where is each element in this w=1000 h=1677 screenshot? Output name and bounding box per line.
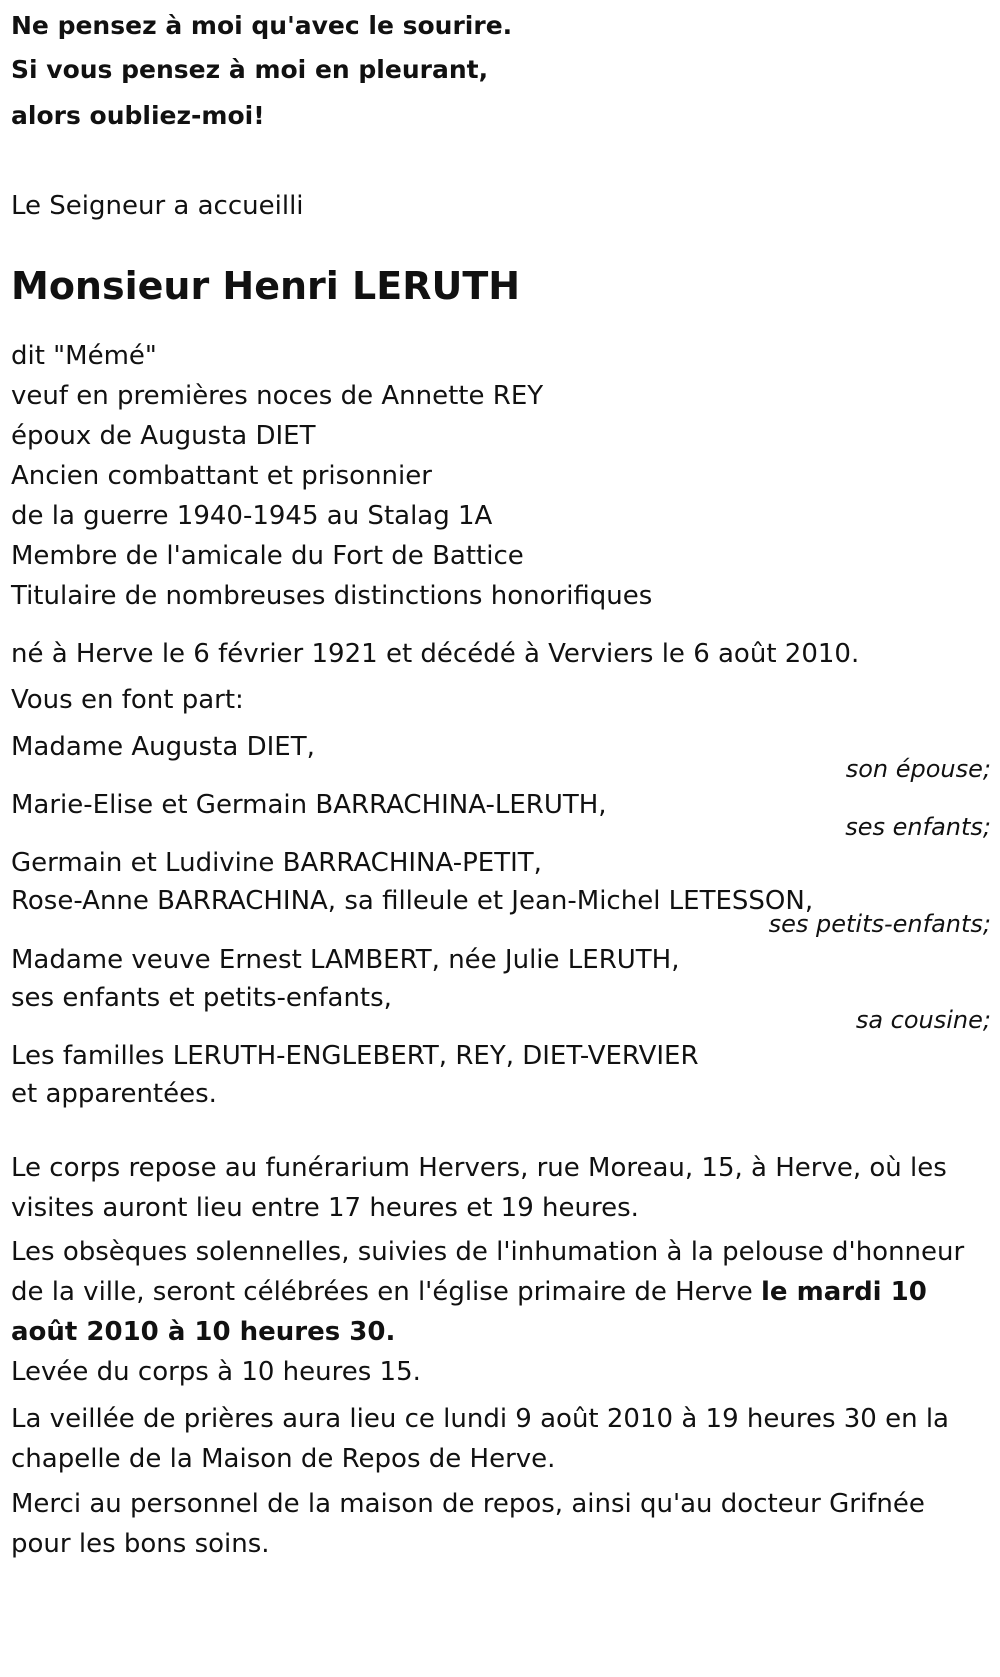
family-grandchildren-2: Rose-Anne BARRACHINA, sa filleule et Jean-Michel LETESSON, [11, 886, 814, 916]
birth-death-dates: né à Herve le 6 février 1921 et décédé à Verviers le 6 août 2010. [11, 639, 860, 669]
bio-line: dit "Mémé" [11, 341, 157, 371]
quote-line-2: Si vous pensez à moi en pleurant, [11, 55, 489, 84]
thanks-info: Merci au personnel de la maison de repos, ainsi qu'au docteur Grifnée pour les bons soins. [11, 1489, 925, 1559]
vigil-info: La veillée de prières aura lieu ce lundi 9 août 2010 à 19 heures 30 en la chapelle de la Maison de Repos de Herve. [11, 1404, 949, 1474]
levee-info: Levée du corps à 10 heures 15. [11, 1357, 421, 1387]
family-grandchildren-1: Germain et Ludivine BARRACHINA-PETIT, [11, 848, 542, 878]
funeral-info [11, 1232, 986, 1352]
family-spouse: Madame Augusta DIET, [11, 732, 315, 762]
family-cousin-2: ses enfants et petits-enfants, [11, 983, 392, 1013]
family-related-2: et apparentées. [11, 1079, 217, 1109]
bio-line: veuf en premières noces de Annette REY [11, 381, 544, 411]
bio-line: Membre de l'amicale du Fort de Battice [11, 541, 524, 571]
visitation-info: Le corps repose au funérarium Hervers, rue Moreau, 15, à Herve, où les visites auront lieu entre 17 heures et 19 heures. [11, 1153, 947, 1223]
role-children: ses enfants; [845, 813, 991, 841]
role-grandchildren: ses petits-enfants; [768, 910, 991, 938]
intro-text: Le Seigneur a accueilli [11, 191, 304, 221]
family-cousin-1: Madame veuve Ernest LAMBERT, née Julie LERUTH, [11, 945, 680, 975]
biography [11, 336, 652, 616]
bio-line: époux de Augusta DIET [11, 421, 316, 451]
quote-line-3: alors oubliez-moi! [11, 101, 265, 130]
bio-line: Titulaire de nombreuses distinctions honorifiques [11, 581, 653, 611]
family-related-1: Les familles LERUTH-ENGLEBERT, REY, DIET-VERVIER [11, 1041, 699, 1071]
bio-line: Ancien combattant et prisonnier [11, 461, 432, 491]
role-spouse: son épouse; [845, 755, 991, 783]
family-children: Marie-Elise et Germain BARRACHINA-LERUTH, [11, 790, 607, 820]
bio-line: de la guerre 1940-1945 au Stalag 1A [11, 501, 493, 531]
deceased-name: Monsieur Henri LERUTH [11, 264, 521, 308]
announcement-label: Vous en font part: [11, 685, 244, 715]
role-cousin: sa cousine; [855, 1006, 991, 1034]
funeral-text: Les obsèques solennelles, suivies de l'inhumation à la pelouse d'honneur de la ville, seront célébrées en l'église primaire de Herve [11, 1237, 965, 1307]
funeral-date: le mardi 10 août 2010 à 10 heures 30. [11, 1277, 927, 1347]
quote-line-1: Ne pensez à moi qu'avec le sourire. [11, 11, 513, 40]
